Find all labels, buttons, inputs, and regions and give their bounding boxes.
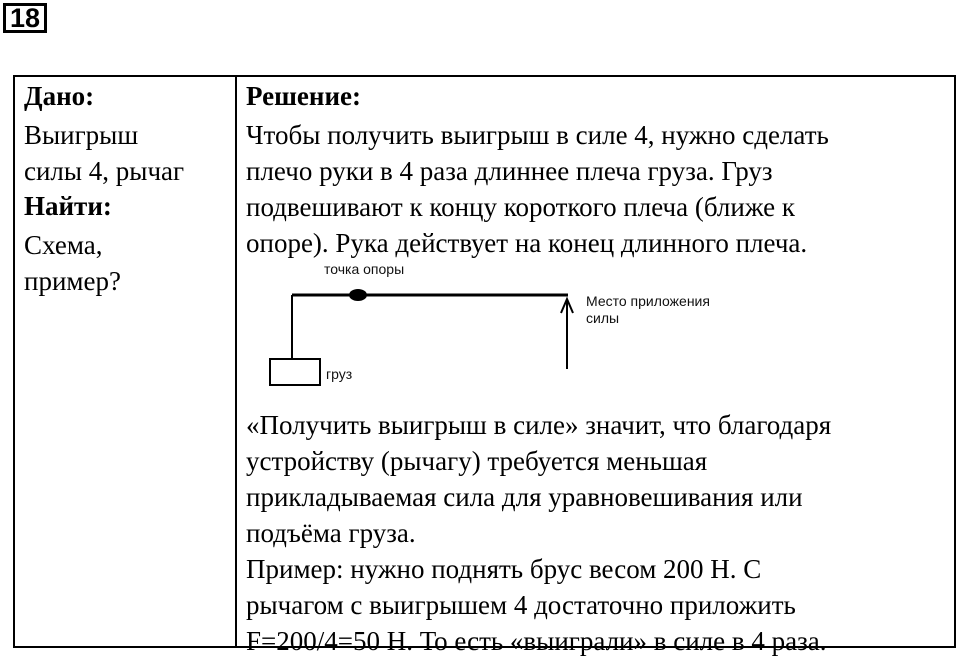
solution-line: подъёма груза. [246,518,416,548]
solution-line: подвешивают к концу короткого плеча (ближе к [246,192,795,222]
solution-table [13,75,956,656]
pivot-point [349,289,367,301]
find-line: пример? [24,266,121,296]
task-number-box: 18 [3,3,47,33]
load-label: груз [326,366,353,382]
lever-drawing [246,261,926,407]
solution-line: плечо руки в 4 раза длиннее плеча груза. Груз [246,156,773,186]
solution-line: Чтобы получить выигрыш в силе 4, нужно сделать [246,120,829,150]
solution-line: опоре). Рука действует на конец длинного плеча. [246,228,808,258]
find-heading: Найти: [24,191,112,221]
solution-line: рычагом с выигрышем 4 достаточно приложить [246,590,796,620]
solution-line: «Получить выигрыш в силе» значит, что благодаря [246,410,832,440]
load-box [270,359,320,385]
find-line: Схема, [24,230,103,260]
solution-column [246,79,946,659]
solution-line: устройству (рычагу) требуется меньшая [246,446,708,476]
given-line: Выигрыш [24,120,139,150]
force-label: Место приложения силы [586,293,710,326]
solution-line: прикладываемая сила для уравновешивания или [246,482,803,512]
given-heading: Дано: [24,81,95,111]
column-divider [235,77,237,646]
given-line: силы 4, рычаг [24,156,185,186]
pivot-label: точка опоры [324,261,405,277]
given-column [24,79,229,299]
solution-line: Пример: нужно поднять брус весом 200 Н. С [246,554,762,584]
solution-line: F=200/4=50 Н. То есть «выиграли» в силе в 4 раза. [246,626,827,656]
lever-diagram [246,261,926,407]
solution-heading: Решение: [246,81,361,111]
